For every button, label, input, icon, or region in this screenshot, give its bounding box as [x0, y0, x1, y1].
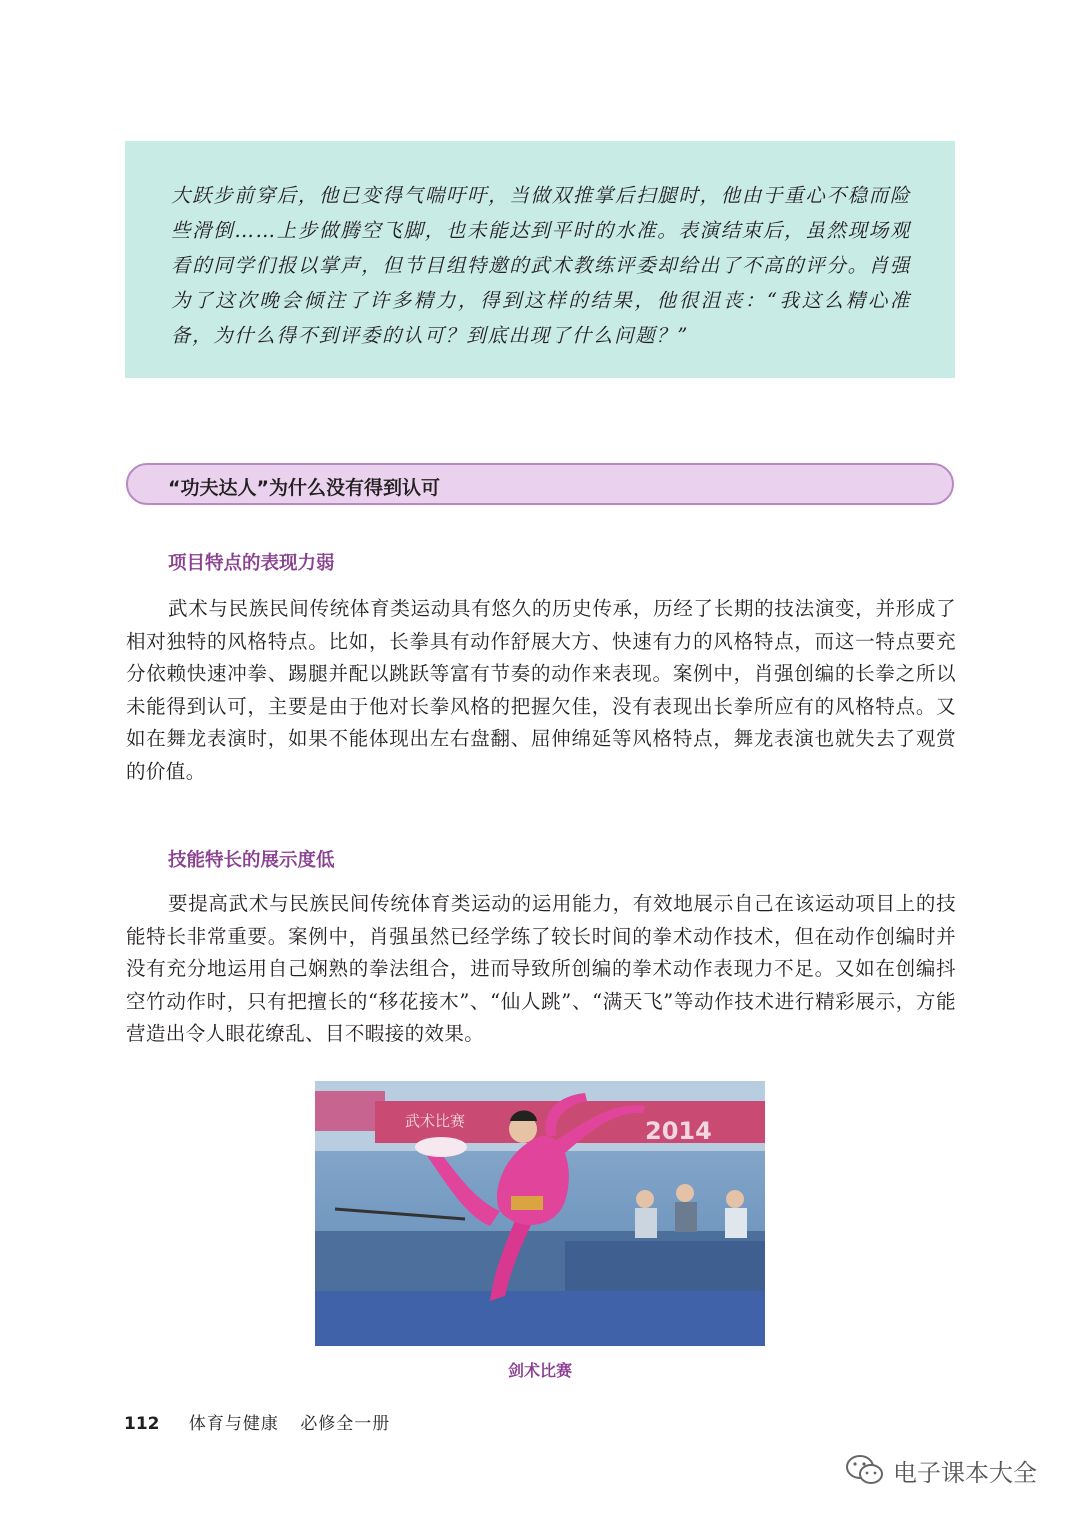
- wechat-icon: [845, 1453, 885, 1487]
- photo-illustration: [315, 1081, 765, 1346]
- subsection-title-1: 项目特点的表现力弱: [168, 553, 335, 574]
- book-title: 体育与健康: [188, 1414, 279, 1434]
- banner-year: 2014: [645, 1117, 712, 1145]
- paragraph-2: 要提高武术与民族民间传统体育类运动的运用能力，有效地展示自己在该运动项目上的技能特长非常重要。案例中，肖强虽然已经学练了较长时间的拳术动作技术，但在动作创编时并没有充分地运用自己娴熟的拳法组合，进而导致所创编的拳术动作表现力不足。又如在创编抖空竹动作时，只有把擅长的“移花接木”、“仙人跳”、“满天飞”等动作技术进行精彩展示，方能营造出令人眼花缭乱、目不暇接的效果。: [126, 892, 956, 1045]
- subsection-title-2: 技能特长的展示度低: [168, 850, 335, 871]
- section-title: “功夫达人”为什么没有得到认可: [168, 477, 440, 499]
- page-number: 112: [124, 1414, 160, 1434]
- banner-text: 武术比赛: [405, 1112, 466, 1130]
- figure-caption: 剑术比赛: [507, 1361, 572, 1380]
- paragraph-1: 武术与民族民间传统体育类运动具有悠久的历史传承，历经了长期的技法演变，并形成了相对独特的风格特点。比如，长拳具有动作舒展大方、快速有力的风格特点，而这一特点要充分依赖快速冲拳、踢腿并配以跳跃等富有节奏的动作来表现。案例中，肖强创编的长拳之所以未能得到认可，主要是由于他对长拳风格的把握欠佳，没有表现出长拳所应有的风格特点。又如在舞龙表演时，如果不能体现出左右盘翻、屈伸绵延等风格特点，舞龙表演也就失去了观赏的价值。: [126, 597, 956, 783]
- watermark-text: 电子课本大全: [893, 1458, 1037, 1487]
- watermark: [845, 1452, 1037, 1488]
- page-footer: [124, 1409, 390, 1434]
- section-heading: [126, 463, 954, 505]
- story-text: 大跃步前穿后，他已变得气喘吁吁，当做双推掌后扫腿时，他由于重心不稳而险些滑倒……上步做腾空飞脚，也未能达到平时的水准。表演结束后，虽然现场观看的同学们报以掌声，但节目组特邀的武术教练评委却给出了不高的评分。肖强为了这次晚会倾注了许多精力，得到这样的结果，他很沮丧：“我这么精心准备，为什么得不到评委的认可？到底出现了什么问题？”: [171, 184, 911, 347]
- book-volume: 必修全一册: [300, 1414, 391, 1434]
- sword-competition-photo: [315, 1081, 765, 1346]
- story-box: [125, 141, 955, 378]
